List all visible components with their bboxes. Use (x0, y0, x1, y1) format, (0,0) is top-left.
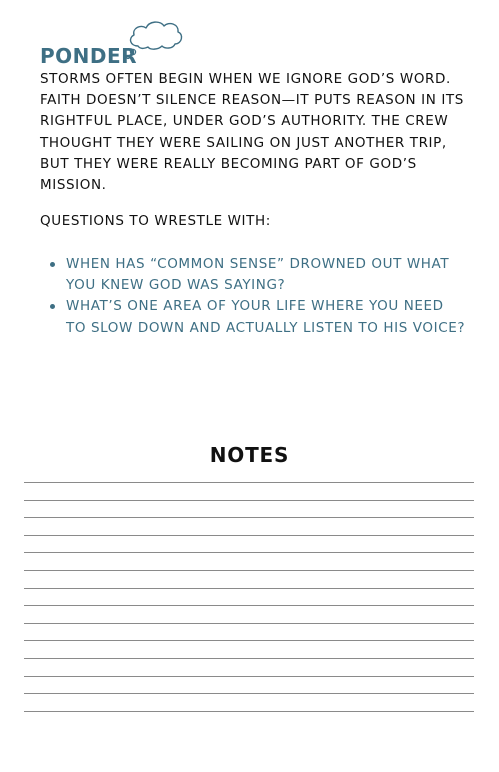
notes-lines (24, 482, 474, 728)
note-line (24, 552, 474, 553)
note-line (24, 482, 474, 483)
note-line (24, 517, 474, 518)
note-line (24, 658, 474, 659)
note-line (24, 588, 474, 589)
ponder-heading (40, 18, 200, 68)
ponder-title: PONDER (40, 44, 138, 68)
note-line (24, 640, 474, 641)
note-line (24, 570, 474, 571)
ponder-body: STORMS OFTEN BEGIN WHEN WE IGNORE GOD’S WORD. FAITH DOESN’T SILENCE REASON—IT PUTS REASON IN ITS RIGHTFUL PLACE, UNDER GOD’S AUTHORITY. THE CREW THOUGHT THEY WERE SAILING ON JUST ANOTHER TRIP, BUT THEY WERE REALLY BECOMING PART OF GOD’S MISSION. (40, 71, 464, 194)
bullet-icon (50, 304, 55, 309)
note-line (24, 711, 474, 712)
note-line (24, 676, 474, 677)
question-item (48, 296, 468, 338)
notes-title: NOTES (209, 443, 290, 467)
questions-list (48, 254, 468, 339)
note-line (24, 500, 474, 501)
bullet-icon (50, 262, 55, 267)
note-line (24, 605, 474, 606)
question-text: WHAT’S ONE AREA OF YOUR LIFE WHERE YOU NEED TO SLOW DOWN AND ACTUALLY LISTEN TO HIS VOICE? (66, 298, 466, 336)
question-item (48, 254, 468, 296)
questions-label: QUESTIONS TO WRESTLE WITH: (40, 213, 271, 229)
thought-bubble-icon (124, 18, 184, 62)
question-text: WHEN HAS “COMMON SENSE” DROWNED OUT WHAT YOU KNEW GOD WAS SAYING? (66, 256, 450, 294)
note-line (24, 535, 474, 536)
note-line (24, 693, 474, 694)
note-line (24, 623, 474, 624)
